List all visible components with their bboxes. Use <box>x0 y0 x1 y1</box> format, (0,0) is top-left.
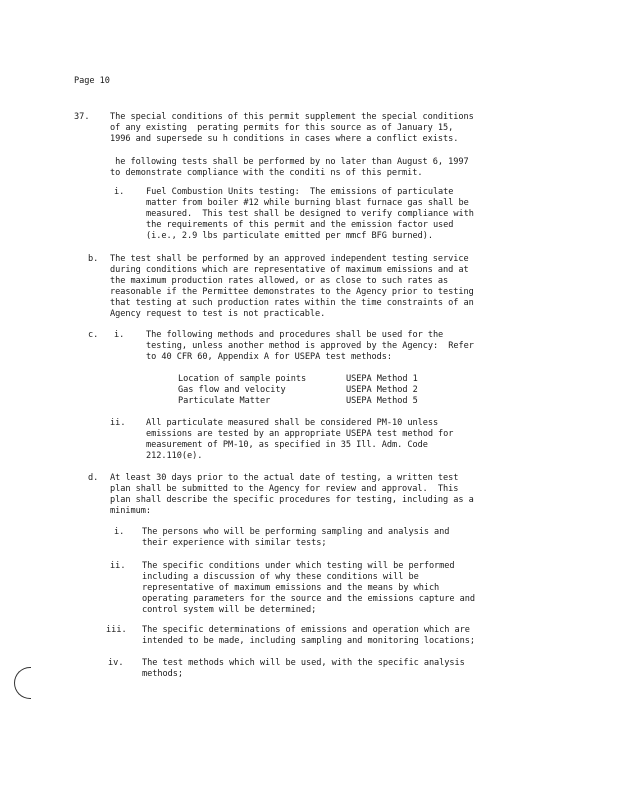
section-d-line: plan shall describe the specific procedures for testing, including as a <box>110 495 474 505</box>
section-c-ii-line: All particulate measured shall be considered PM-10 unless <box>146 418 439 428</box>
section-d-line: minimum: <box>110 506 151 516</box>
section-d-iii-line: intended to be made, including sampling and monitoring locations; <box>142 636 476 646</box>
section-a-line: measured. This test shall be designed to verify compliance with <box>146 209 474 219</box>
section-c-ii-label: ii. <box>110 418 126 428</box>
item-37-line: 1996 and supersede su h conditions in cases where a conflict exists. <box>110 134 459 144</box>
section-d-iv-line: The test methods which will be used, with the specific analysis <box>142 658 465 668</box>
section-c-ii-line: 212.110(e). <box>146 451 203 461</box>
section-c-i-line: to 40 CFR 60, Appendix A for USEPA test methods: <box>146 352 392 362</box>
section-d-line: At least 30 days prior to the actual date of testing, a written test <box>110 473 459 483</box>
section-b-line: reasonable if the Permittee demonstrates to the Agency prior to testing <box>110 287 474 297</box>
section-a-line: matter from boiler #12 while burning blast furnace gas shall be <box>146 198 469 208</box>
item-37-intro-line: he following tests shall be performed by no later than August 6, 1997 <box>110 157 469 167</box>
section-d-iii-line: The specific determinations of emissions and operation which are <box>142 625 470 635</box>
section-b-line: Agency request to test is not practicable. <box>110 309 326 319</box>
section-c-ii-line: measurement of PM-10, as specified in 35 Ill. Adm. Code <box>146 440 428 450</box>
section-c-i-line: The following methods and procedures shall be used for the <box>146 330 444 340</box>
method-item: Particulate Matter <box>178 396 271 406</box>
section-a-line: (i.e., 2.9 lbs particulate emitted per mmcf BFG burned). <box>146 231 433 241</box>
page-number: Page 10 <box>74 76 110 86</box>
section-d-ii-line: operating parameters for the source and the emissions capture and <box>142 594 476 604</box>
method-name: USEPA Method 1 <box>346 374 418 384</box>
section-d-label: d. <box>88 473 99 483</box>
section-b-line: the maximum production rates allowed, or as close to such rates as <box>110 276 449 286</box>
scan-artifact-mark <box>14 667 31 699</box>
section-d-i-line: their experience with similar tests; <box>142 538 327 548</box>
item-37-line: The special conditions of this permit supplement the special conditions <box>110 112 474 122</box>
item-37-line: of any existing perating permits for this source as of January 15, <box>110 123 454 133</box>
section-d-line: plan shall be submitted to the Agency for review and approval. This <box>110 484 459 494</box>
method-name: USEPA Method 5 <box>346 396 418 406</box>
section-b-line: that testing at such production rates within the time constraints of an <box>110 298 474 308</box>
method-item: Gas flow and velocity <box>178 385 286 395</box>
section-a-label: i. <box>114 187 125 197</box>
section-d-ii-line: representative of maximum emissions and the means by which <box>142 583 440 593</box>
section-d-i-line: The persons who will be performing sampling and analysis and <box>142 527 450 537</box>
section-c-ii-line: emissions are tested by an appropriate USEPA test method for <box>146 429 454 439</box>
section-d-i-label: i. <box>114 527 125 537</box>
section-a-line: Fuel Combustion Units testing: The emissions of particulate <box>146 187 454 197</box>
section-d-ii-label: ii. <box>110 561 126 571</box>
section-b-label: b. <box>88 254 99 264</box>
section-c-label: c. <box>88 330 99 340</box>
method-name: USEPA Method 2 <box>346 385 418 395</box>
section-d-ii-line: The specific conditions under which testing will be performed <box>142 561 455 571</box>
section-d-ii-line: control system will be determined; <box>142 605 317 615</box>
section-c-i-label: i. <box>114 330 125 340</box>
item-37-number: 37. <box>74 112 90 122</box>
section-d-iv-label: iv. <box>108 658 124 668</box>
section-c-i-line: testing, unless another method is approved by the Agency: Refer <box>146 341 474 351</box>
section-b-line: during conditions which are representative of maximum emissions and at <box>110 265 469 275</box>
item-37-intro-line: to demonstrate compliance with the conditi ns of this permit. <box>110 168 423 178</box>
section-a-line: the requirements of this permit and the emission factor used <box>146 220 454 230</box>
method-item: Location of sample points <box>178 374 307 384</box>
section-d-iv-line: methods; <box>142 669 183 679</box>
section-d-ii-line: including a discussion of why these conditions will be <box>142 572 419 582</box>
section-b-line: The test shall be performed by an approved independent testing service <box>110 254 469 264</box>
section-d-iii-label: iii. <box>106 625 127 635</box>
